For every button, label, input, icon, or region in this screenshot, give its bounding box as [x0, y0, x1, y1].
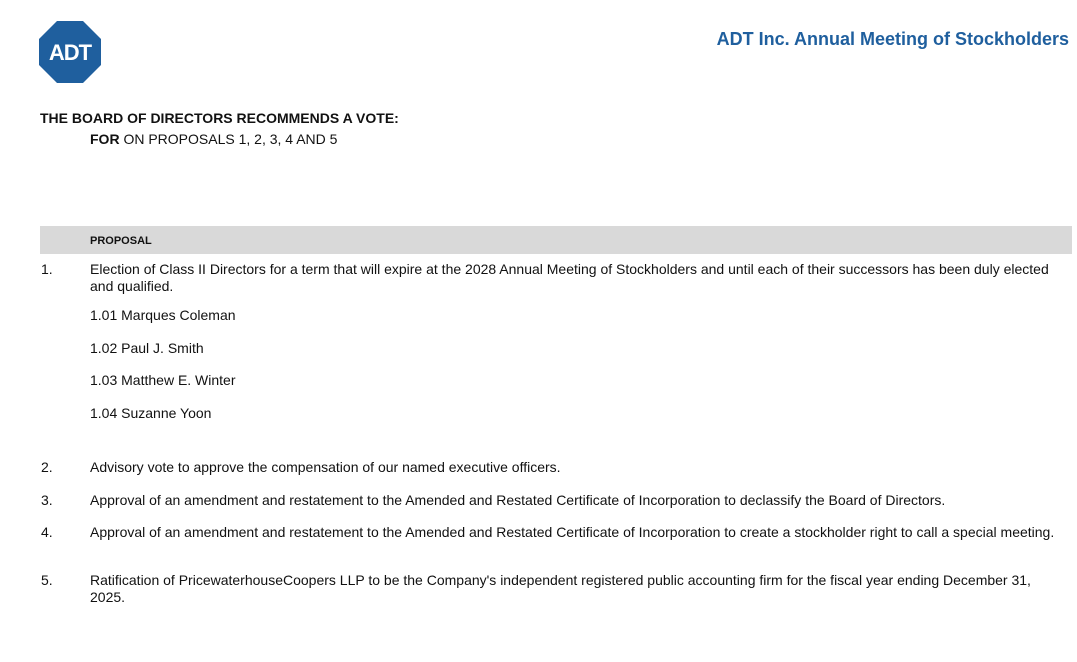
- nominee-item: 1.04 Suzanne Yoon: [90, 405, 212, 421]
- vote-for-label: FOR: [90, 131, 120, 147]
- proposal-text: Advisory vote to approve the compensation of our named executive officers.: [90, 459, 561, 475]
- proposal-text: Approval of an amendment and restatement to the Amended and Restated Certificate of Incorporation to create a stockholder right to call a special meeting.: [90, 524, 1055, 540]
- proposal-text: Election of Class II Directors for a term that will expire at the 2028 Annual Meeting of Stockholders and until each of their successors has been duly elected and qualified.: [90, 261, 1049, 294]
- nominee-item: 1.03 Matthew E. Winter: [90, 372, 236, 388]
- proposal-number: 1.: [41, 261, 53, 277]
- proposal-table-header: [40, 226, 1072, 254]
- logo-text: ADT: [48, 40, 92, 65]
- nominee-item: 1.01 Marques Coleman: [90, 307, 236, 323]
- recommendation-proposals: ON PROPOSALS 1, 2, 3, 4 AND 5: [119, 131, 338, 147]
- nominee-item: 1.02 Paul J. Smith: [90, 340, 204, 356]
- proposal-text: Ratification of PricewaterhouseCoopers LLP to be the Company's independent registered public accounting firm for the fiscal year ending December 31, 2025.: [90, 572, 1031, 605]
- proposal-number: 2.: [41, 459, 53, 475]
- proposal-number: 4.: [41, 524, 53, 540]
- recommendation-heading: THE BOARD OF DIRECTORS RECOMMENDS A VOTE:: [40, 110, 399, 126]
- proposal-number: 3.: [41, 492, 53, 508]
- proposal-number: 5.: [41, 572, 53, 588]
- recommendation-line: [90, 131, 337, 147]
- octagon-logo-icon: [38, 20, 102, 84]
- proposal-column-label: PROPOSAL: [90, 235, 152, 247]
- proposal-text: Approval of an amendment and restatement to the Amended and Restated Certificate of Incorporation to declassify the Board of Directors.: [90, 492, 946, 508]
- page-title: ADT Inc. Annual Meeting of Stockholders: [716, 29, 1069, 49]
- adt-logo: [38, 20, 102, 84]
